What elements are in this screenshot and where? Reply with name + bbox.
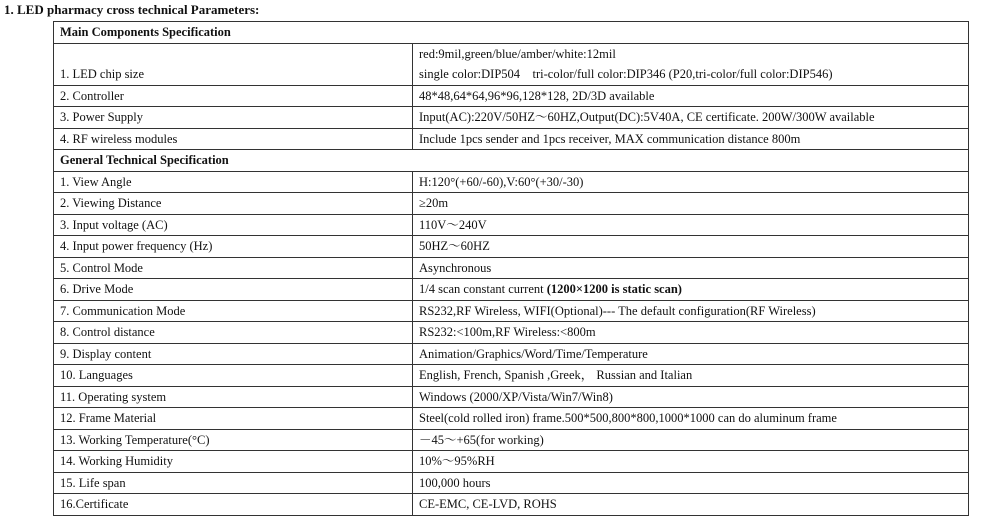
row-value: RS232:<100m,RF Wireless:<800m <box>413 322 969 344</box>
value-bold-text: (1200×1200 is static scan) <box>546 282 682 296</box>
row-value: H:120°(+60/-60),V:60°(+30/-30) <box>413 171 969 193</box>
row-value: Input(AC):220V/50HZ～60HZ,Output(DC):5V40A, CE certificate. 200W/300W available <box>413 107 969 129</box>
row-label: 14. Working Humidity <box>54 451 413 473</box>
table-row <box>54 451 969 473</box>
row-label: 9. Display content <box>54 343 413 365</box>
row-label: 6. Drive Mode <box>54 279 413 301</box>
table-row <box>54 193 969 215</box>
table-row <box>54 85 969 107</box>
row-value: English, French, Spanish ,Greek， Russian and Italian <box>413 365 969 387</box>
value-text: 1/4 scan constant current <box>419 282 547 296</box>
row-value: －45～+65(for working) <box>413 429 969 451</box>
row-value: Animation/Graphics/Word/Time/Temperature <box>413 343 969 365</box>
table-row <box>54 171 969 193</box>
row-label: 1. LED chip size <box>54 43 413 85</box>
row-label: 11. Operating system <box>54 386 413 408</box>
row-value: RS232,RF Wireless, WIFI(Optional)--- The default configuration(RF Wireless) <box>413 300 969 322</box>
row-value: Include 1pcs sender and 1pcs receiver, MAX communication distance 800m <box>413 128 969 150</box>
section-header-main-components <box>54 22 969 44</box>
row-label: 16.Certificate <box>54 494 413 516</box>
row-label: 8. Control distance <box>54 322 413 344</box>
row-label: 4. RF wireless modules <box>54 128 413 150</box>
document-heading: 1. LED pharmacy cross technical Parameters: <box>4 2 260 17</box>
table-row <box>54 279 969 301</box>
row-label: 13. Working Temperature(°C) <box>54 429 413 451</box>
row-label: 2. Controller <box>54 85 413 107</box>
row-value: ≥20m <box>413 193 969 215</box>
row-value: CE-EMC, CE-LVD, ROHS <box>413 494 969 516</box>
row-value: 50HZ～60HZ <box>413 236 969 258</box>
table-row <box>54 386 969 408</box>
value-line: single color:DIP504 tri-color/full color:DIP346 (P20,tri-color/full color:DIP546) <box>419 67 833 81</box>
table-row <box>54 472 969 494</box>
row-label: 4. Input power frequency (Hz) <box>54 236 413 258</box>
section-title: Main Components Specification <box>54 22 969 44</box>
table-row <box>54 408 969 430</box>
row-value <box>413 279 969 301</box>
table-row <box>54 494 969 516</box>
row-label: 2. Viewing Distance <box>54 193 413 215</box>
row-label: 7. Communication Mode <box>54 300 413 322</box>
table-row <box>54 214 969 236</box>
table-row <box>54 343 969 365</box>
row-value: 110V～240V <box>413 214 969 236</box>
row-value: 10%～95%RH <box>413 451 969 473</box>
row-label: 12. Frame Material <box>54 408 413 430</box>
row-value <box>413 43 969 85</box>
table-row <box>54 236 969 258</box>
row-value: Windows (2000/XP/Vista/Win7/Win8) <box>413 386 969 408</box>
value-line: red:9mil,green/blue/amber/white:12mil <box>419 46 616 61</box>
row-label: 3. Power Supply <box>54 107 413 129</box>
row-value: 100,000 hours <box>413 472 969 494</box>
row-label: 3. Input voltage (AC) <box>54 214 413 236</box>
row-value: 48*48,64*64,96*96,128*128, 2D/3D available <box>413 85 969 107</box>
row-label: 10. Languages <box>54 365 413 387</box>
parameters-table <box>53 21 969 516</box>
table-row <box>54 300 969 322</box>
table-row <box>54 107 969 129</box>
row-label: 5. Control Mode <box>54 257 413 279</box>
table-row <box>54 43 969 85</box>
row-label: 15. Life span <box>54 472 413 494</box>
table-row <box>54 365 969 387</box>
table-row <box>54 128 969 150</box>
section-title: General Technical Specification <box>54 150 969 172</box>
table-row <box>54 322 969 344</box>
row-label: 1. View Angle <box>54 171 413 193</box>
row-value: Asynchronous <box>413 257 969 279</box>
row-value: Steel(cold rolled iron) frame.500*500,800*800,1000*1000 can do aluminum frame <box>413 408 969 430</box>
table-row <box>54 257 969 279</box>
table-row <box>54 429 969 451</box>
section-header-general-technical <box>54 150 969 172</box>
